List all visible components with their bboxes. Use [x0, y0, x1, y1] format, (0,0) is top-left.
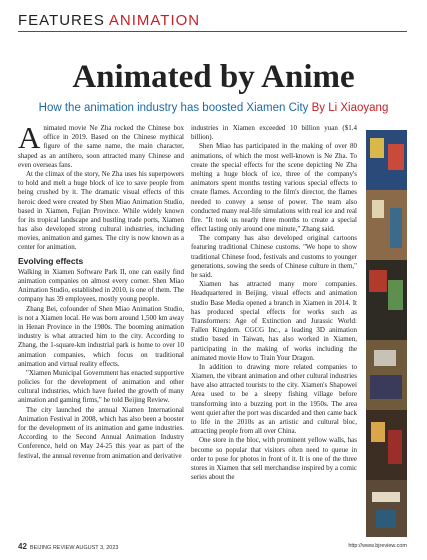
article-paragraph: "Xiamen Municipal Government has enacted supportive policies for the development of animation and other cultural industries, which have fueled the growth of many animation and gaming firms," he told Beijing Review. [18, 368, 184, 405]
section-header [18, 12, 200, 29]
article-paragraph: Walking in Xiamen Software Park II, one can easily find animation companies on almost every corner. Shen Miao Animation Studio, established in 2010, is one of them. The company has 39 employees, mostly young people. [18, 267, 184, 304]
section-heading: Evolving effects [18, 255, 84, 266]
article-paragraph: Shen Miao has participated in the making of over 80 animations, of which the most well-known is Ne Zha. To create the special effects for the scene depicting Ne Zha melting a huge block of ice, three of the company's animators spent months testing various special effects to create flames. According to the film's director, the flames needed to convey a sense of power. The team also conducted many real-life simulations with real ice and real fire. "It took us nearly three months to create a special effect lasting only around one minute," Zhang said. [191, 142, 357, 234]
article-paragraph: At the climax of the story, Ne Zha uses his superpowers to hold and melt a huge block of ice to save people from being crushed by it. The dramatic visual effects of this heroic deed were created by Shen Miao Animation Studio, based in Xiamen, Fujian Province. While widely known for its tropical landscape and bustling trade ports, Xiamen has also developed strong cultural industries, including movies, animation and games. The city is now known as a center for animation. [18, 169, 184, 252]
header-rule [18, 31, 407, 32]
article-paragraph: The city launched the annual Xiamen International Animation Festival in 2008, which has also been a booster for the development of its animation and game industries. According to the Second Annual Animation Industry Conference, held on May 24-25 this year as part of the festival, the annual revenue from animation and derivative [18, 405, 184, 460]
footer-url: http://www.bjreview.com [348, 543, 407, 549]
article-paragraph: In addition to drawing more related companies to Xiamen, the vibrant animation and other cultural industries have also attracted tourists to the city. Xiamen's Shapowei Area used to be a sleepy fishing village before transforming into a buzzing port in the 1950s. The area went quiet after the port was discarded and then came back to life in the 2010s as an artistic and cultural bloc, attracting people from all over China. [191, 362, 357, 436]
article-paragraph: One store in the bloc, with prominent yellow walls, has become so popular that visitors often need to queue in order to pose for photos in front of it. It is one of the three stores in Xiamen that sell merchandise inspired by a comic series about the [191, 436, 357, 482]
article-paragraph: The company has also developed original cartoons featuring traditional Chinese customs. "We hope to show traditional Chinese food, festivals and customs to younger generations, sowing the seeds of Chinese culture in them," he said. [191, 234, 357, 279]
article-paragraph: Animated movie Ne Zha rocked the Chinese box office in 2019. Based on the Chinese mythical figure of the same name, the main character, shaped as an antihero, soon attracted many Chinese and even overseas fans. [18, 120, 184, 169]
subsection-label: ANIMATION [108, 12, 201, 29]
subtitle: How the animation industry has boosted Xiamen City [38, 102, 309, 114]
article-paragraph: Zhang Bei, cofounder of Shen Miao Animation Studio, is not a Xiamen local. He was born around 1,500 km away in Henan Province in the 1980s. The booming animation industry is what attracted him to the city. According to Zhang, the 1-square-km industrial park is home to over 10 animation companies, which focus on traditional animation and virtual reality effects. [18, 304, 184, 368]
subtitle-line [0, 102, 427, 114]
article-column-left [18, 120, 184, 461]
publication-info: BEIJING REVIEW AUGUST 3, 2023 [29, 544, 119, 551]
byline: By Li Xiaoyang [311, 102, 389, 114]
article-photo [366, 130, 407, 537]
photo-illustration [366, 130, 407, 537]
headline: Animated by Anime [72, 59, 355, 95]
section-label: FEATURES [18, 12, 105, 29]
article-column-middle [191, 124, 357, 482]
page-footer [18, 539, 407, 553]
page-number: 42 [18, 541, 27, 551]
article-paragraph: Xiamen has attracted many more companies. Headquartered in Beijing, visual effects and animation studio Base Media opened a branch in Xiamen in 2014. It has produced special effects for works such as Transformers: Age of Extinction and Jurassic World: Fallen Kingdom. CGCG Inc., a leading 3D animation studio based in Taiwan, has also worked in Xiamen, participating in the making of works including the animated movie How to Train Your Dragon. [191, 280, 357, 362]
drop-cap: A [18, 120, 41, 155]
article-paragraph: industries in Xiamen exceeded 10 billion yuan ($1.4 billion). [191, 124, 357, 142]
